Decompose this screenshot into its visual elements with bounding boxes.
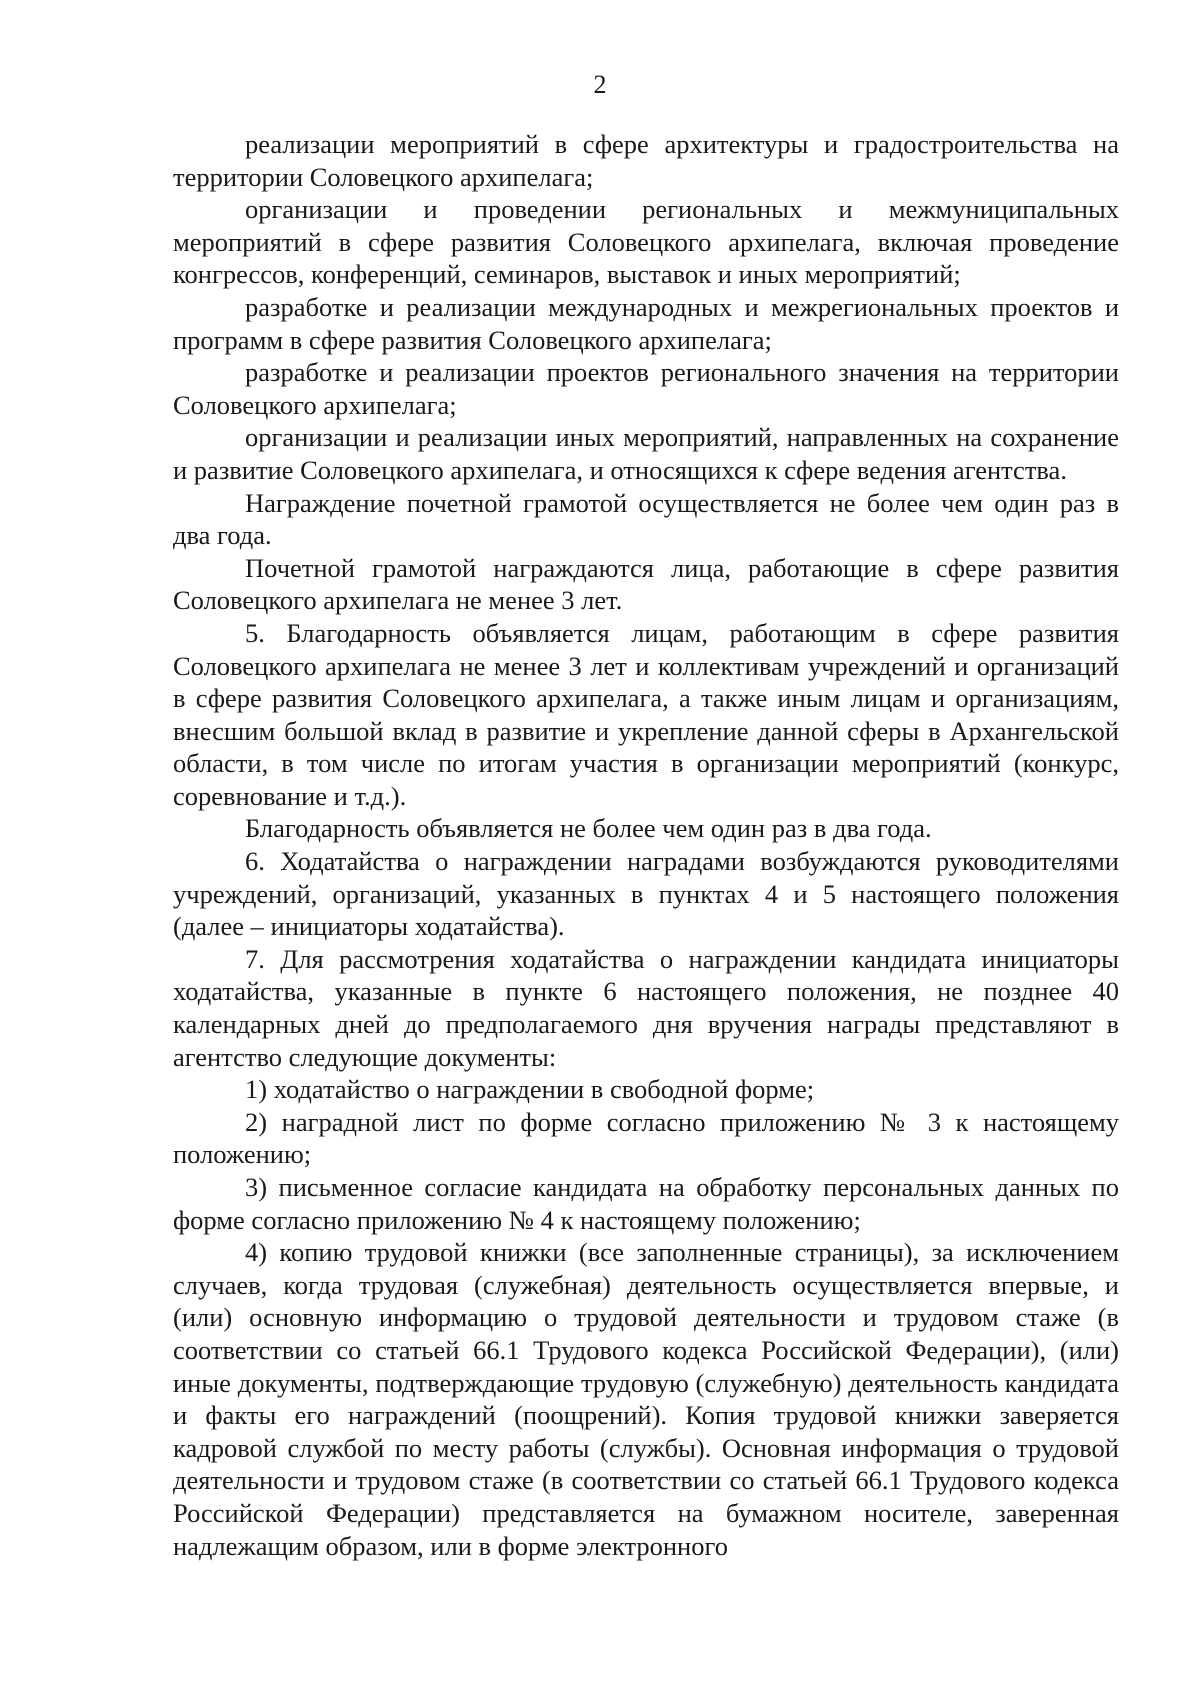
- paragraph: Награждение почетной грамотой осуществляется не более чем один раз в два года.: [173, 487, 1119, 551]
- paragraph: 1) ходатайство о награждении в свободной форме;: [245, 1074, 815, 1105]
- paragraph: 6. Ходатайства о награждении наградами возбуждаются руководителями учреждений, организаций, указанных в пунктах 4 и 5 настоящего положения (далее – инициаторы ходатайства).: [173, 846, 1119, 942]
- paragraph: 3) письменное согласие кандидата на обработку персональных данных по форме согласно приложению № 4 к настоящему положению;: [173, 1172, 1119, 1235]
- paragraph: 2) наградной лист по форме согласно приложению № 3 к настоящему положению;: [173, 1106, 1119, 1170]
- paragraph: организации и проведении региональных и межмуниципальных мероприятий в сфере развития Соловецкого архипелага, включая проведение конгрессов, конференций, семинаров, выставок и иных мероприятий;: [173, 194, 1119, 290]
- paragraph: 4) копию трудовой книжки (все заполненные страницы), за исключением случаев, когда трудовая (служебная) деятельность осуществляется впервые, и (или) основную информацию о трудовой деятельности и трудовом стаже (в соответствии со статьей 66.1 Трудового кодекса Российской Федерации), (или) иные документы, подтверждающие трудовую (служебную) деятельность кандидата и факты его награждений (поощрений). Копия трудовой книжки заверяется кадровой службой по месту работы (службы). Основная информация о трудовой деятельности и трудовом стаже (в соответствии со статьей 66.1 Трудового кодекса Российской Федерации) представляется на бумажном носителе, заверенная надлежащим образом, или в форме электронного: [173, 1237, 1119, 1561]
- paragraph: 7. Для рассмотрения ходатайства о награждении кандидата инициаторы ходатайства, указанные в пункте 6 настоящего положения, не позднее 40 календарных дней до предполагаемого дня вручения награды представляют в агентство следующие документы:: [173, 943, 1119, 1072]
- page-number: 2: [593, 70, 607, 99]
- paragraph: организации и реализации иных мероприятий, направленных на сохранение и развитие Соловецкого архипелага, и относящихся к сфере ведения агентства.: [173, 422, 1119, 485]
- paragraph: разработке и реализации международных и межрегиональных проектов и программ в сфере развития Соловецкого архипелага;: [173, 291, 1119, 355]
- paragraph: Почетной грамотой награждаются лица, работающие в сфере развития Соловецкого архипелага не менее 3 лет.: [173, 552, 1119, 616]
- paragraph: разработке и реализации проектов регионального значения на территории Соловецкого архипелага;: [173, 357, 1119, 420]
- paragraph: Благодарность объявляется не более чем один раз в два года.: [245, 813, 932, 844]
- paragraph: реализации мероприятий в сфере архитектуры и градостроительства на территории Соловецкого архипелага;: [173, 129, 1119, 192]
- document-body: [173, 128, 1119, 1562]
- paragraph: 5. Благодарность объявляется лицам, работающим в сфере развития Соловецкого архипелага не менее 3 лет и коллективам учреждений и организаций в сфере развития Соловецкого архипелага, а также иным лицам и организациям, внесшим большой вклад в развитие и укрепление данной сферы в Архангельской области, в том числе по итогам участия в организации мероприятий (конкурс, соревнование и т.д.).: [173, 617, 1119, 811]
